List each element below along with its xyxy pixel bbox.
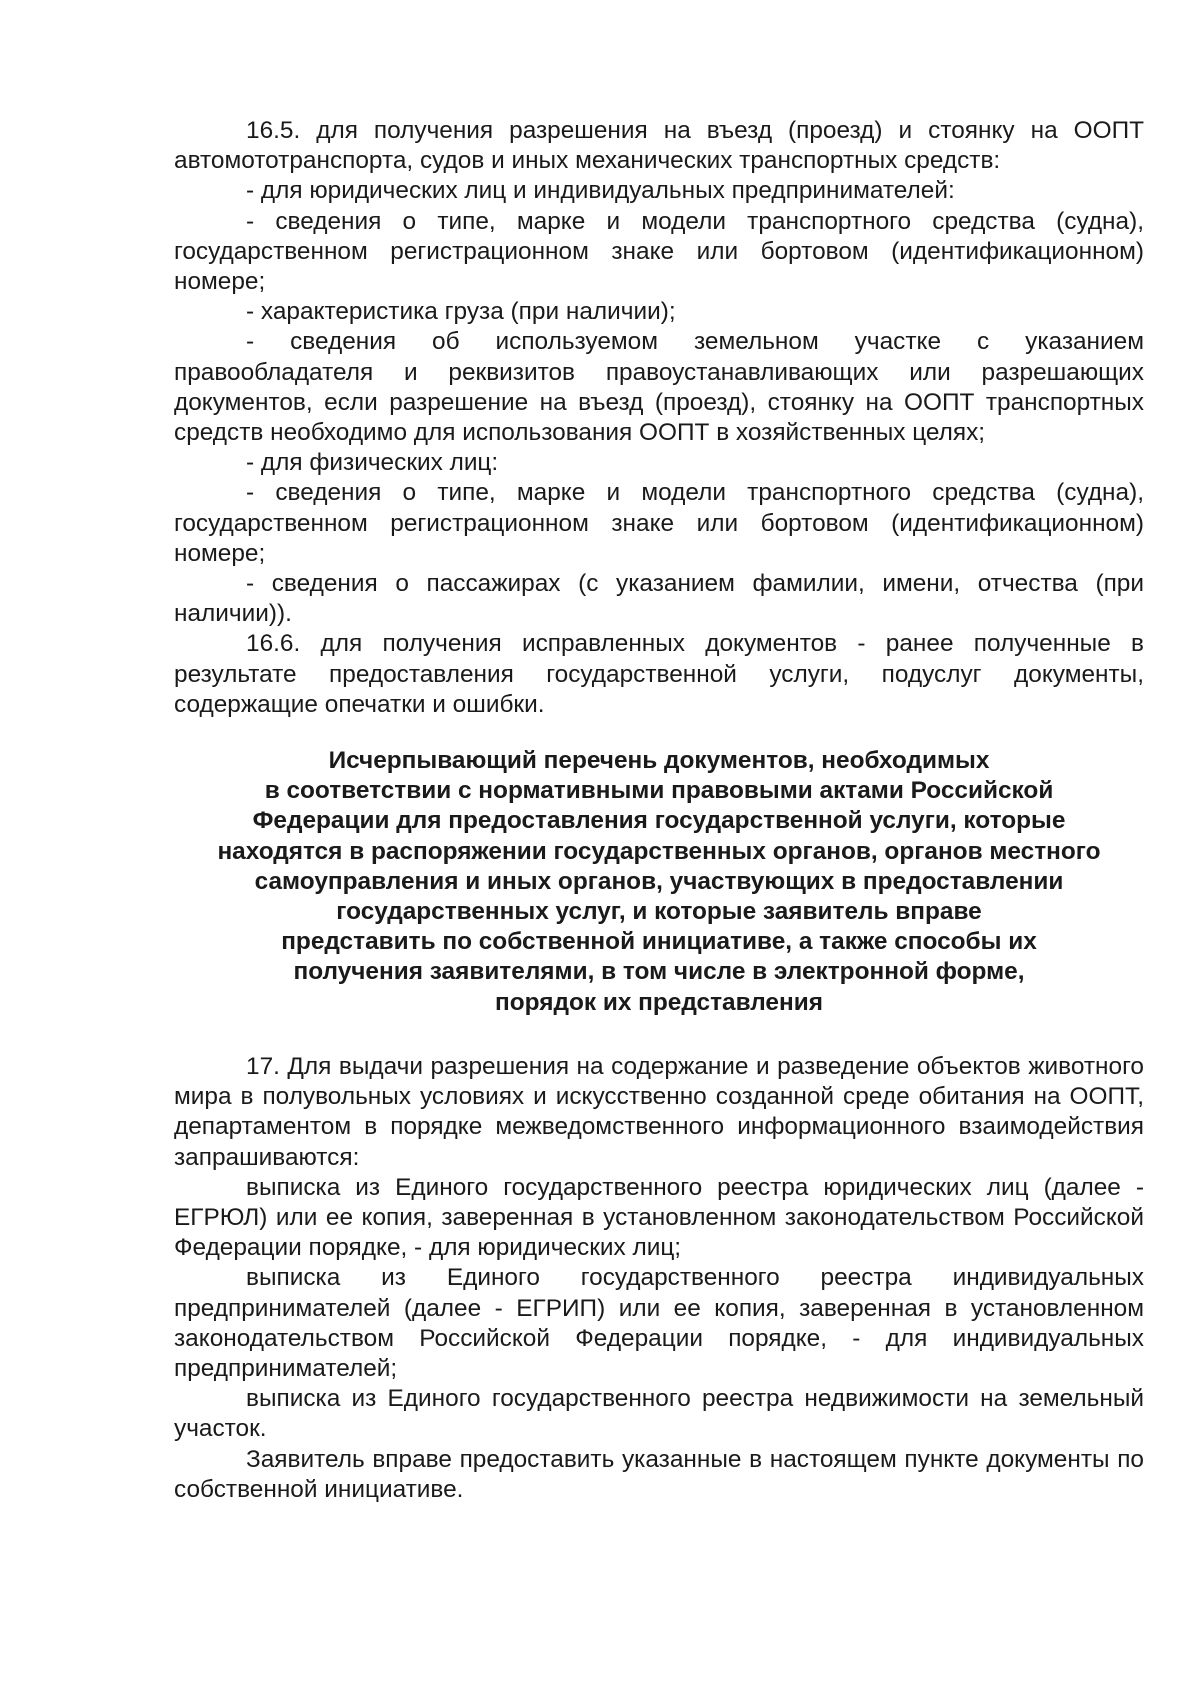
paragraph-16-5: 16.5. для получения разрешения на въезд (проезд) и стоянку на ООПТ автомототранспорта, судов и иных механических транспортных средств: xyxy=(174,117,1144,175)
heading-line: представить по собственной инициативе, а также способы их xyxy=(281,928,1037,956)
heading-line: находятся в распоряжении государственных органов, органов местного xyxy=(217,837,1101,865)
paragraph-individuals: - для физических лиц: xyxy=(246,449,499,477)
heading-line: самоуправления и иных органов, участвующих в предоставлении xyxy=(254,867,1064,895)
heading-line: получения заявителями, в том числе в электронной форме, xyxy=(293,958,1025,986)
section-heading xyxy=(174,746,1144,1018)
paragraph-egrip: выписка из Единого государственного реестра индивидуальных предпринимателей (далее - ЕГРИП) или ее копия, заверенная в установленном законодательством Российской Федерации порядке, - для индивидуальных предпринимателей; xyxy=(174,1264,1144,1382)
paragraph-land-plot: - сведения об используемом земельном участке с указанием правообладателя и реквизитов правоустанавливающих или разрешающих документов, если разрешение на въезд (проезд), стоянку на ООПТ транспортных средств необходимо для использования ООПТ в хозяйственных целях; xyxy=(174,328,1144,447)
paragraph-egrul: выписка из Единого государственного реестра юридических лиц (далее - ЕГРЮЛ) или ее копия, заверенная в установленном законодательством Российской Федерации порядке, - для юридических лиц; xyxy=(174,1173,1144,1262)
section-spacer xyxy=(174,1018,1144,1052)
heading-line: Федерации для предоставления государственной услуги, которые xyxy=(252,807,1066,835)
paragraph-vehicle-info-individuals: - сведения о типе, марке и модели транспортного средства (судна), государственном регистрационном знаке или бортовом (идентификационном) номере; xyxy=(174,479,1144,567)
paragraph-legal-entities: - для юридических лиц и индивидуальных предпринимателей: xyxy=(246,177,955,205)
paragraph-16-6: 16.6. для получения исправленных документов - ранее полученные в результате предоставления государственной услуги, подуслуг документы, содержащие опечатки и ошибки. xyxy=(174,630,1144,718)
document-page xyxy=(174,116,1144,1505)
paragraph-egrn: выписка из Единого государственного реестра недвижимости на земельный участок. xyxy=(174,1385,1144,1443)
paragraph-17: 17. Для выдачи разрешения на содержание и разведение объектов животного мира в полувольных условиях и искусственно созданной среде обитания на ООПТ, департаментом в порядке межведомственного информационного взаимодействия запрашиваются: xyxy=(174,1052,1144,1171)
paragraph-passengers: - сведения о пассажирах (с указанием фамилии, имени, отчества (при наличии)). xyxy=(174,570,1144,628)
heading-line: Исчерпывающий перечень документов, необходимых xyxy=(328,747,990,775)
paragraph-vehicle-info-legal: - сведения о типе, марке и модели транспортного средства (судна), государственном регистрационном знаке или бортовом (идентификационном) номере; xyxy=(174,207,1144,296)
paragraph-own-initiative: Заявитель вправе предоставить указанные в настоящем пункте документы по собственной инициативе. xyxy=(174,1445,1144,1503)
heading-line: в соответствии с нормативными правовыми актами Российской xyxy=(264,777,1054,805)
paragraph-cargo: - характеристика груза (при наличии); xyxy=(246,298,676,326)
heading-line: государственных услуг, и которые заявитель вправе xyxy=(336,898,982,926)
heading-line: порядок их представления xyxy=(495,988,823,1016)
